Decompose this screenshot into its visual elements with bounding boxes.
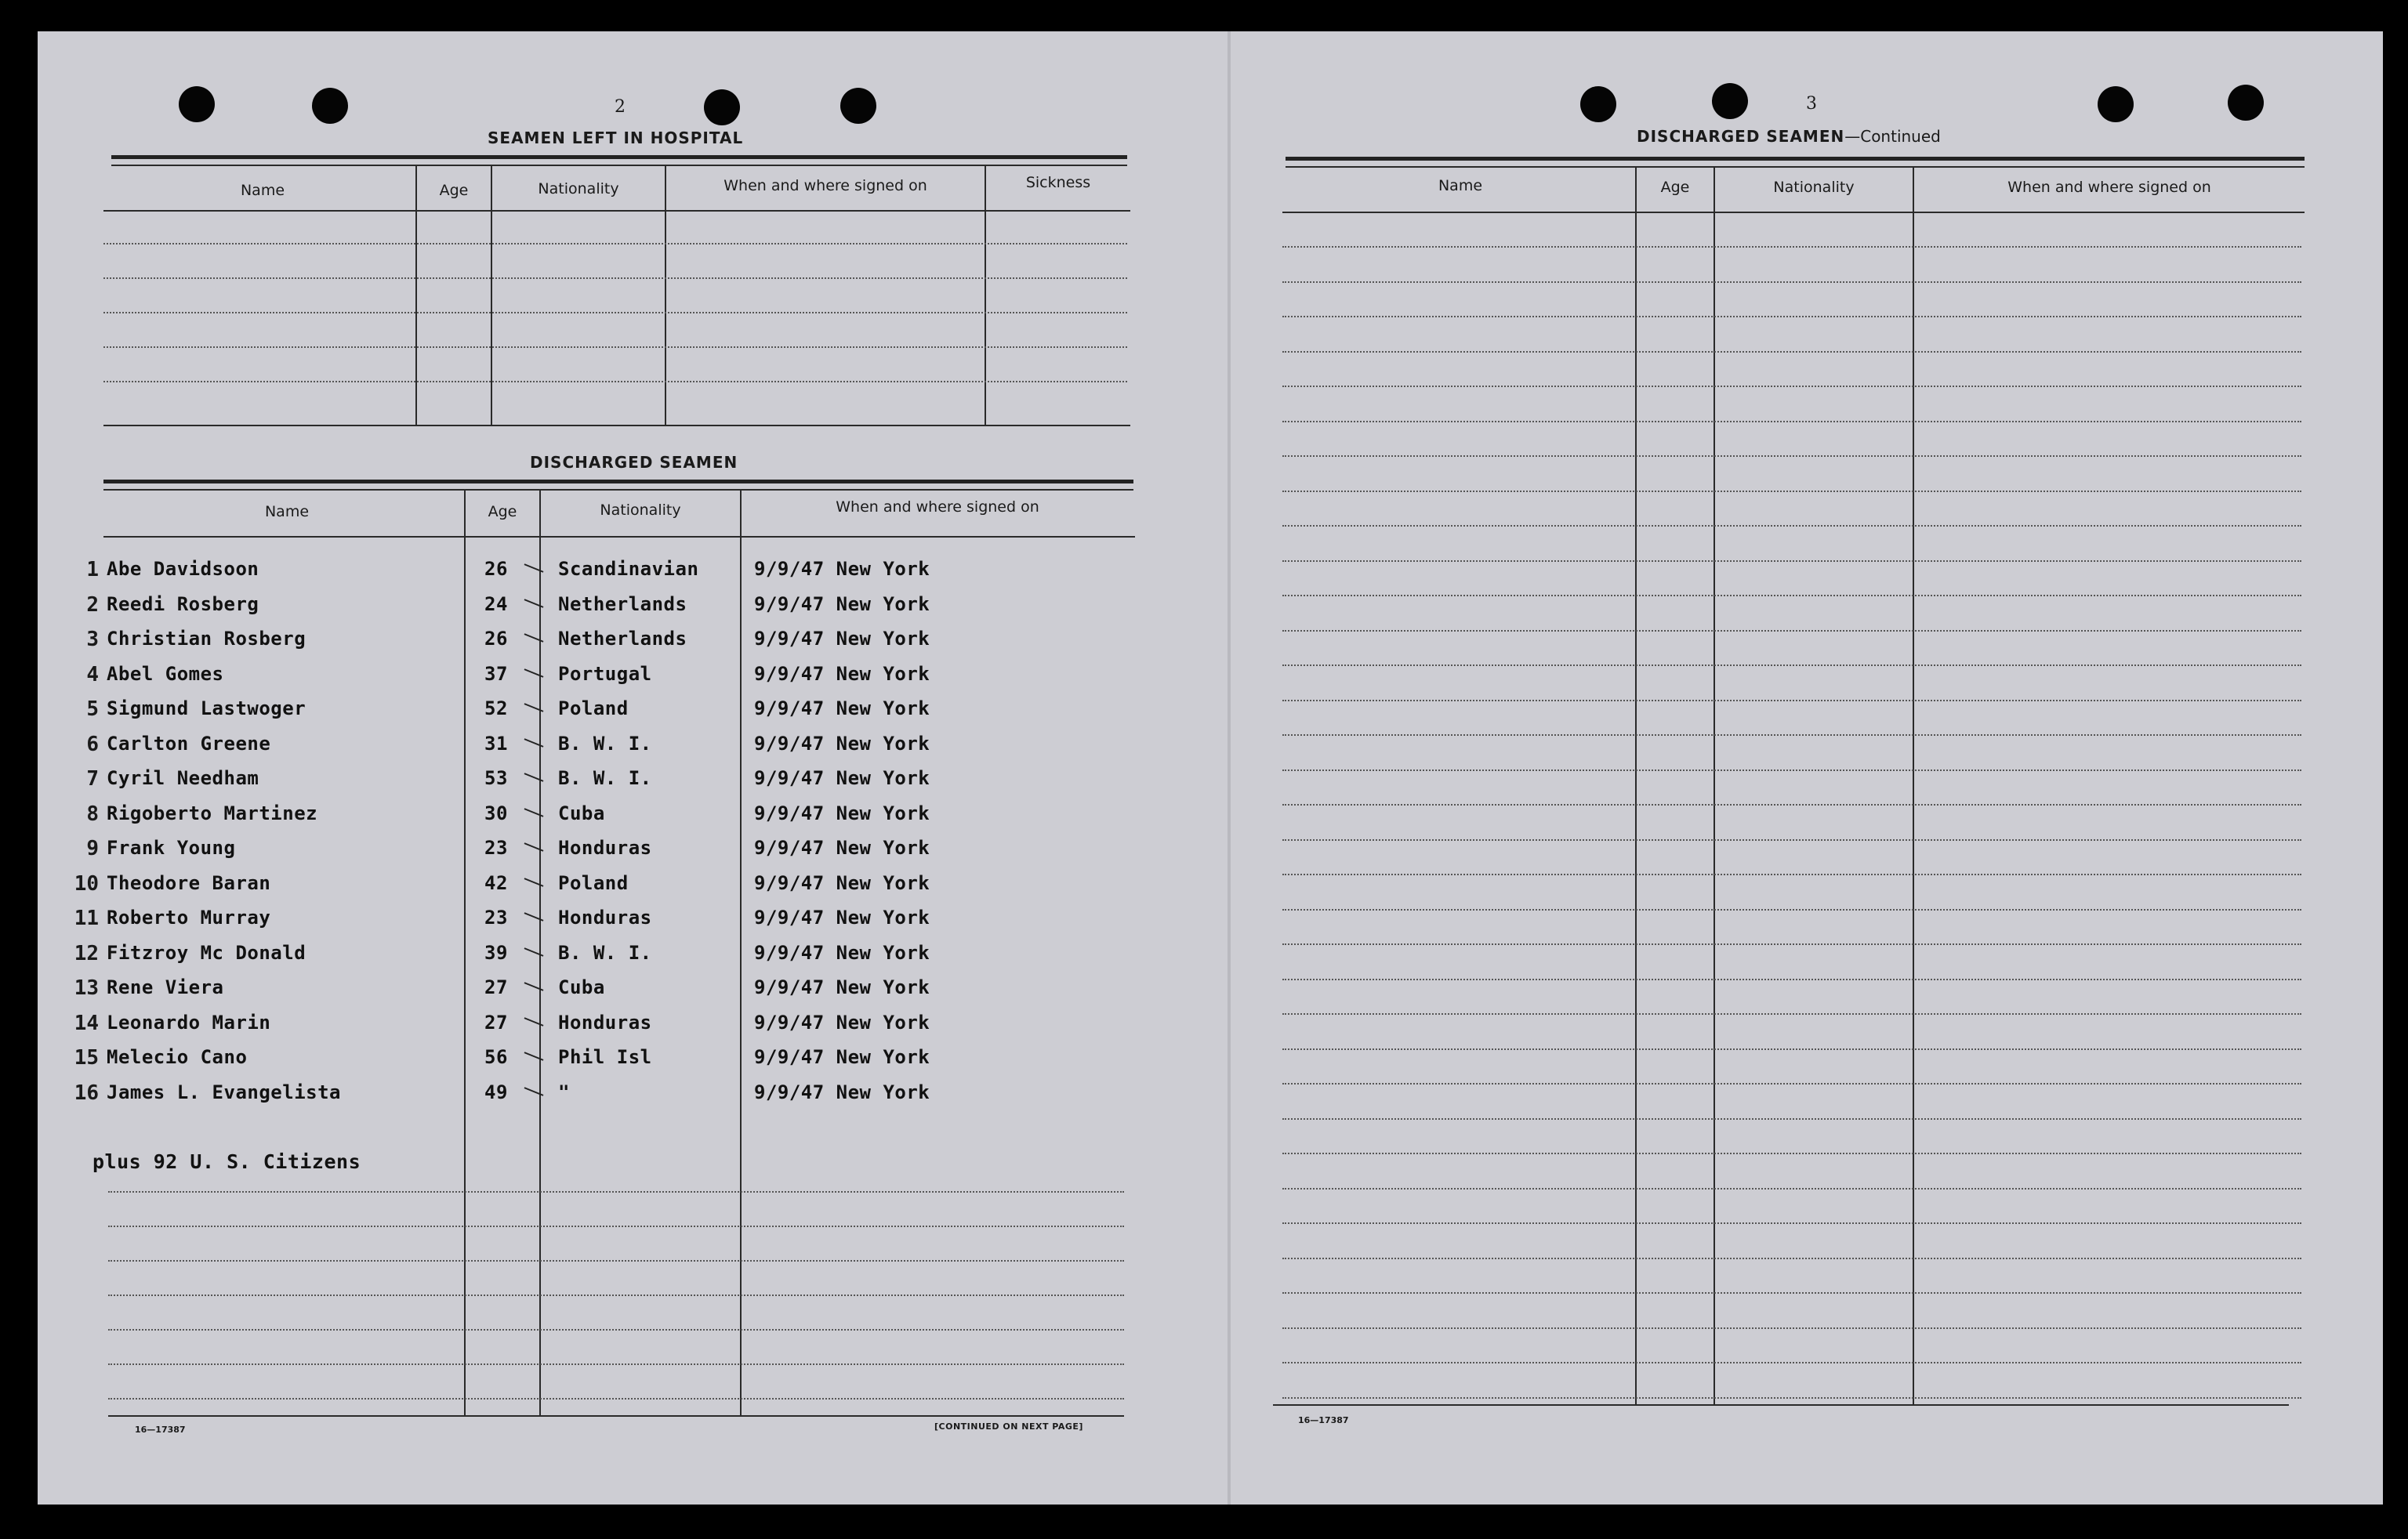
hospital-header-nationality: Nationality [538,180,619,197]
row-number: 10 [74,872,99,896]
signed-on: 9/9/47 New York [754,1081,930,1103]
seaman-nationality: Cuba [558,976,605,998]
hospital-header-signed-on: When and where signed on [723,177,927,194]
col-divider [985,166,986,426]
seaman-age: 27 [484,1012,508,1034]
ruled-line [1282,491,2301,492]
col-divider [1714,168,1715,1404]
ruled-line [1282,1048,2301,1050]
ruled-line [103,346,1127,348]
row-number: 12 [74,942,99,965]
punch-hole [2228,85,2264,121]
row-number: 14 [74,1012,99,1035]
discharged-header-nationality: Nationality [600,502,681,519]
ruled-line [108,1398,1124,1400]
ruled-line [1282,560,2301,562]
row-number: 3 [86,628,99,651]
signed-on: 9/9/47 New York [754,697,930,719]
discharged-header-signed-on: When and where signed on [836,498,1039,516]
form-number: 16—17387 [1298,1415,1349,1425]
rule [111,155,1127,159]
ruled-line [1282,664,2301,666]
seaman-nationality: B. W. I. [558,733,652,755]
hospital-header-age: Age [439,182,469,199]
seaman-age: 56 [484,1046,508,1068]
ruled-line [1282,1397,2301,1399]
row-number: 16 [74,1081,99,1105]
seaman-nationality: Netherlands [558,593,687,615]
continued-header-signed-on: When and where signed on [2007,179,2211,196]
ruled-line [1282,909,2301,911]
punch-hole [179,86,215,122]
signed-on: 9/9/47 New York [754,1046,930,1068]
continued-header-age: Age [1660,179,1690,196]
ruled-line [1282,1327,2301,1329]
ruled-line [1282,1292,2301,1294]
col-divider [665,166,666,426]
ruled-line [1282,351,2301,353]
ruled-line [1282,281,2301,283]
row-number: 9 [86,837,99,860]
rule [103,210,1130,212]
continued-header-name: Name [1438,177,1483,194]
footnote: plus 92 U. S. Citizens [92,1150,361,1173]
seaman-age: 26 [484,558,508,580]
continued-title-main: DISCHARGED SEAMEN [1637,127,1845,146]
signed-on: 9/9/47 New York [754,558,930,580]
ruled-line [108,1363,1124,1365]
hospital-header-name: Name [240,182,285,199]
rule [1286,166,2305,168]
punch-hole [2098,86,2134,122]
seaman-nationality: B. W. I. [558,767,652,789]
seaman-nationality: Portugal [558,663,652,685]
seaman-name: Carlton Greene [107,733,271,755]
hospital-header-sickness: Sickness [1025,174,1091,191]
seaman-age: 31 [484,733,508,755]
ruled-line [1282,1153,2301,1154]
continued-title-suffix: —Continued [1844,127,1941,146]
seaman-age: 52 [484,697,508,719]
row-number: 15 [74,1046,99,1070]
seaman-nationality: Phil Isl [558,1046,652,1068]
signed-on: 9/9/47 New York [754,1012,930,1034]
seaman-age: 27 [484,976,508,998]
seaman-nationality: Poland [558,697,629,719]
ruled-line [1282,1013,2301,1015]
seaman-nationality: Honduras [558,907,652,929]
rule [1273,1404,2289,1406]
ruled-line [108,1295,1124,1296]
ruled-line [1282,421,2301,422]
ruled-line [1282,246,2301,248]
seaman-age: 42 [484,872,508,894]
rule [1286,157,2305,161]
ruled-line [1282,1258,2301,1259]
ruled-line [108,1260,1124,1262]
form-number: 16—17387 [135,1425,186,1435]
ruled-line [108,1329,1124,1331]
ruled-line [103,277,1127,279]
ruled-line [1282,804,2301,806]
row-number: 7 [86,767,99,791]
ruled-line [1282,700,2301,701]
rule [103,536,1135,538]
ruled-line [1282,386,2301,387]
ruled-line [1282,630,2301,632]
rule [103,425,1130,426]
ruled-line [108,1191,1124,1193]
seaman-nationality: Poland [558,872,629,894]
seaman-name: Melecio Cano [107,1046,248,1068]
discharged-header-name: Name [264,503,310,520]
ruled-line [1282,1188,2301,1190]
seaman-age: 24 [484,593,508,615]
ruled-line [108,1226,1124,1227]
seaman-name: Christian Rosberg [107,628,306,650]
seaman-name: Frank Young [107,837,236,859]
ruled-line [1282,839,2301,841]
seaman-name: Reedi Rosberg [107,593,259,615]
punch-hole [704,89,740,125]
rule [108,1415,1124,1417]
row-number: 2 [86,593,99,617]
col-divider [464,491,466,1415]
ruled-line [103,381,1127,382]
seaman-age: 23 [484,907,508,929]
seaman-name: Abel Gomes [107,663,224,685]
row-number: 4 [86,663,99,686]
col-divider [415,166,417,426]
col-divider [740,491,742,1415]
signed-on: 9/9/47 New York [754,663,930,685]
row-number: 1 [86,558,99,581]
signed-on: 9/9/47 New York [754,837,930,859]
discharged-header-age: Age [488,503,517,520]
seaman-age: 26 [484,628,508,650]
seaman-name: Cyril Needham [107,767,259,789]
ruled-line [103,312,1127,313]
ruled-line [1282,1083,2301,1085]
signed-on: 9/9/47 New York [754,802,930,824]
seaman-age: 49 [484,1081,508,1103]
page-fold [1228,31,1231,1505]
page-number: 3 [1806,94,1817,114]
seaman-name: Roberto Murray [107,907,271,929]
ruled-line [1282,1118,2301,1120]
row-number: 8 [86,802,99,826]
signed-on: 9/9/47 New York [754,942,930,964]
seaman-age: 30 [484,802,508,824]
seaman-age: 37 [484,663,508,685]
seaman-name: Rene Viera [107,976,224,998]
signed-on: 9/9/47 New York [754,907,930,929]
punch-hole [840,88,876,124]
seaman-nationality: Scandinavian [558,558,699,580]
page-number: 2 [615,97,626,117]
seaman-nationality: B. W. I. [558,942,652,964]
rule [103,489,1133,491]
col-divider [1635,168,1637,1404]
ruled-line [1282,316,2301,317]
seaman-nationality: Netherlands [558,628,687,650]
punch-hole [1580,86,1616,122]
row-number: 5 [86,697,99,721]
seaman-name: Leonardo Marin [107,1012,271,1034]
discharged-title: DISCHARGED SEAMEN [530,453,738,472]
col-divider [491,166,492,426]
continued-title [1637,127,1941,146]
continued-note: [CONTINUED ON NEXT PAGE] [934,1421,1083,1432]
punch-hole [312,88,348,124]
signed-on: 9/9/47 New York [754,872,930,894]
ruled-line [1282,1222,2301,1224]
rule [1282,212,2305,213]
col-divider [1913,168,1914,1404]
ruled-line [1282,734,2301,736]
ruled-line [1282,525,2301,527]
seaman-nationality: " [558,1081,570,1103]
signed-on: 9/9/47 New York [754,733,930,755]
ruled-line [1282,979,2301,980]
ruled-line [1282,770,2301,771]
punch-hole [1712,83,1748,119]
signed-on: 9/9/47 New York [754,593,930,615]
seaman-name: James L. Evangelista [107,1081,341,1103]
rule [111,165,1127,166]
signed-on: 9/9/47 New York [754,767,930,789]
seaman-nationality: Cuba [558,802,605,824]
seaman-name: Rigoberto Martinez [107,802,318,824]
signed-on: 9/9/47 New York [754,976,930,998]
ruled-line [1282,595,2301,596]
row-number: 13 [74,976,99,1000]
seaman-name: Abe Davidsoon [107,558,259,580]
seaman-name: Sigmund Lastwoger [107,697,306,719]
ruled-line [103,243,1127,244]
seaman-nationality: Honduras [558,1012,652,1034]
signed-on: 9/9/47 New York [754,628,930,650]
ruled-line [1282,943,2301,945]
continued-header-nationality: Nationality [1773,179,1855,196]
hospital-title: SEAMEN LEFT IN HOSPITAL [488,129,744,147]
right-page [1229,31,2383,1505]
seaman-nationality: Honduras [558,837,652,859]
row-number: 6 [86,733,99,756]
seaman-age: 23 [484,837,508,859]
seaman-name: Fitzroy Mc Donald [107,942,306,964]
seaman-name: Theodore Baran [107,872,271,894]
ruled-line [1282,455,2301,457]
ruled-line [1282,1362,2301,1363]
rule [103,480,1133,483]
ruled-line [1282,874,2301,875]
seaman-age: 53 [484,767,508,789]
row-number: 11 [74,907,99,930]
seaman-age: 39 [484,942,508,964]
